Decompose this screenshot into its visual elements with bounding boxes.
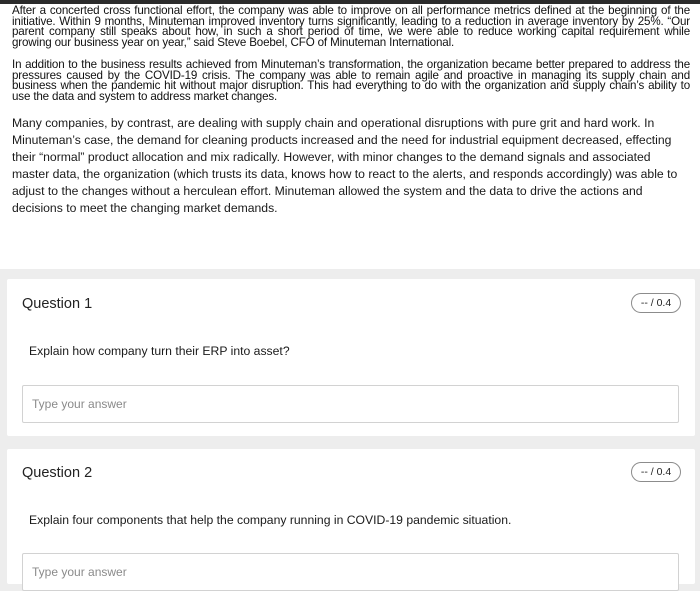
answer-input[interactable] <box>22 553 679 591</box>
passage-paragraph-2: In addition to the business results achieved from Minuteman’s transformation, the organization became better prepared to address the pressures caused by the COVID-19 crisis. The company was able to remain agile and proactive in managing its supply chain and business when the pandemic hit without major disruption. This had everything to do with the organization and supply chain’s ability to use the data and system to address market changes. <box>12 57 690 103</box>
question-title: Question 2 <box>22 465 93 481</box>
score-badge: -- / 0.4 <box>631 462 681 482</box>
question-prompt: Explain four components that help the company running in COVID-19 pandemic situation. <box>29 513 512 527</box>
question-title: Question 1 <box>22 296 93 312</box>
passage-paragraph-1: After a concerted cross functional effort, the company was able to improve on all performance metrics defined at the beginning of the initiative. Within 9 months, Minuteman improved inventory turns significantly, leading to a reduction in average inventory by 25%. “Our parent company still speaks about how, in such a short period of time, we were able to reduce working capital requirement while growing our business year on year,” said Steve Boebel, CFO of Minuteman International. <box>12 4 690 50</box>
answer-input[interactable] <box>22 385 679 423</box>
passage-paragraph-3: Many companies, by contrast, are dealing with supply chain and operational disruptions with pure grit and hard work. In Minuteman’s case, the demand for cleaning products increased and the need for industrial equipment decreased, effecting their “normal” product allocation and mix radically. However, with minor changes to the demand signals and associated master data, the organization (which trusts its data, knows how to react to the alerts, and responds accordingly) was able to adjust to the changes without a herculean effort. Minuteman allowed the system and the data to drive the actions and decisions to meet the changing market demands. <box>12 115 678 215</box>
question-card-1 <box>7 279 695 436</box>
score-badge: -- / 0.4 <box>631 293 681 313</box>
question-card-2 <box>7 449 695 584</box>
reading-passage <box>0 4 700 269</box>
question-prompt: Explain how company turn their ERP into asset? <box>29 344 290 358</box>
